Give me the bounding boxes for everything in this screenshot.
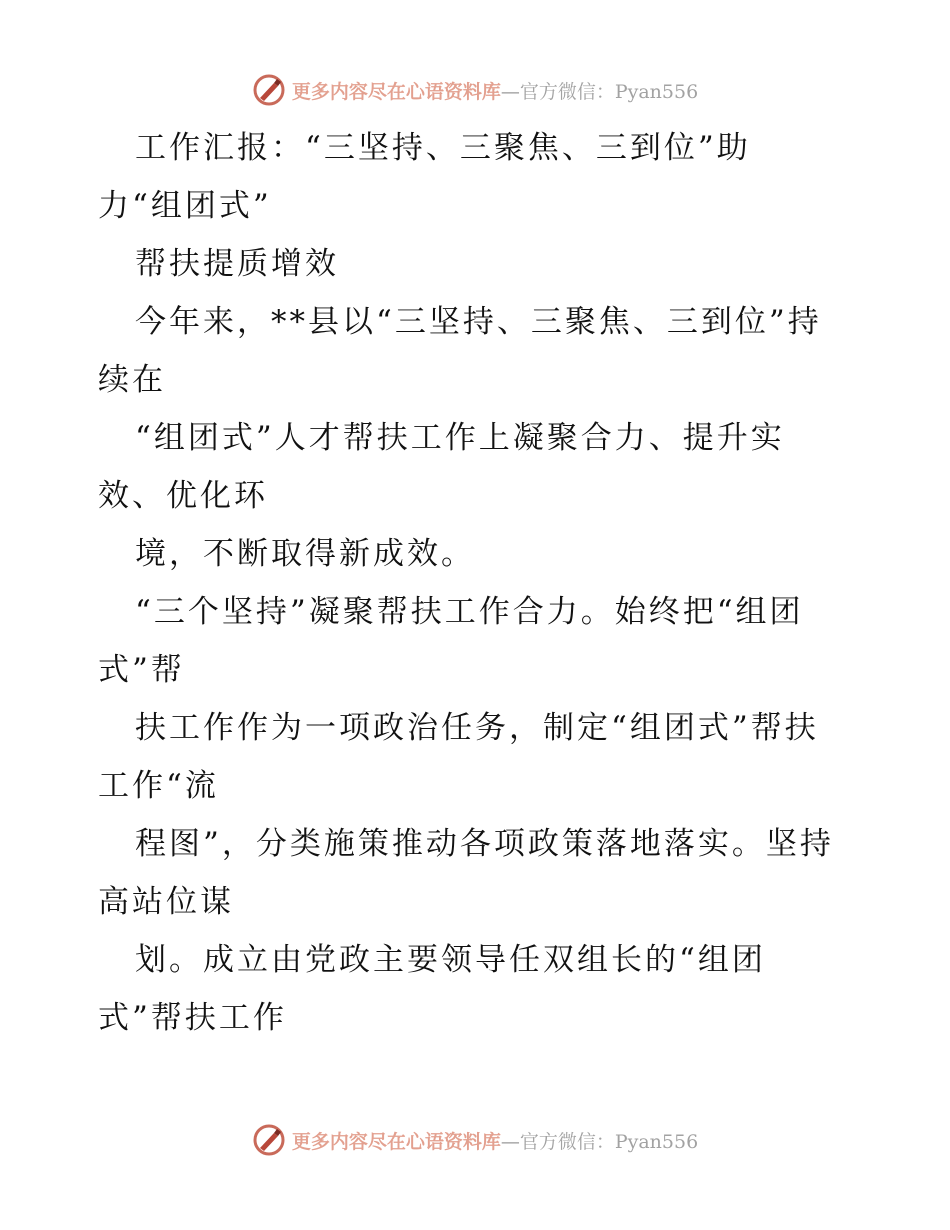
doc-line: 扶工作作为一项政治任务，制定“组团式”帮扶 [135, 710, 819, 746]
watermark-wechat: 官方微信：Pyan556 [519, 1130, 699, 1153]
pen-logo-icon [252, 1123, 286, 1157]
doc-line: 续在 [98, 362, 166, 398]
doc-line: 力“组团式” [98, 188, 272, 224]
doc-line: 今年来，**县以“三坚持、三聚焦、三到位”持 [135, 304, 822, 340]
doc-line: “三个坚持”凝聚帮扶工作合力。始终把“组团 [135, 594, 804, 630]
watermark-separator: — [500, 1130, 520, 1153]
watermark-separator: — [500, 80, 520, 103]
header-watermark [0, 70, 950, 110]
doc-line: 程图”，分类施策推动各项政策落地落实。坚持 [135, 826, 834, 862]
doc-line: 境，不断取得新成效。 [135, 536, 475, 572]
doc-line: 工作“流 [98, 768, 219, 804]
watermark-site: 更多内容尽在心语资料库 [291, 1130, 501, 1153]
watermark-text [292, 1127, 698, 1154]
doc-line: 效、优化环 [98, 478, 268, 514]
footer-watermark [0, 1120, 950, 1160]
doc-line: 式”帮 [98, 652, 185, 688]
doc-line: “组团式”人才帮扶工作上凝聚合力、提升实 [135, 420, 785, 456]
pen-logo-icon [252, 73, 286, 107]
doc-line: 工作汇报：“三坚持、三聚焦、三到位”助 [135, 130, 751, 166]
doc-line: 高站位谋 [98, 884, 234, 920]
doc-line: 式”帮扶工作 [98, 1000, 287, 1036]
watermark-text [292, 77, 698, 104]
doc-line: 帮扶提质增效 [135, 246, 339, 282]
watermark-wechat: 官方微信：Pyan556 [519, 80, 699, 103]
doc-line: 划。成立由党政主要领导任双组长的“组团 [135, 942, 766, 978]
watermark-site: 更多内容尽在心语资料库 [291, 80, 501, 103]
